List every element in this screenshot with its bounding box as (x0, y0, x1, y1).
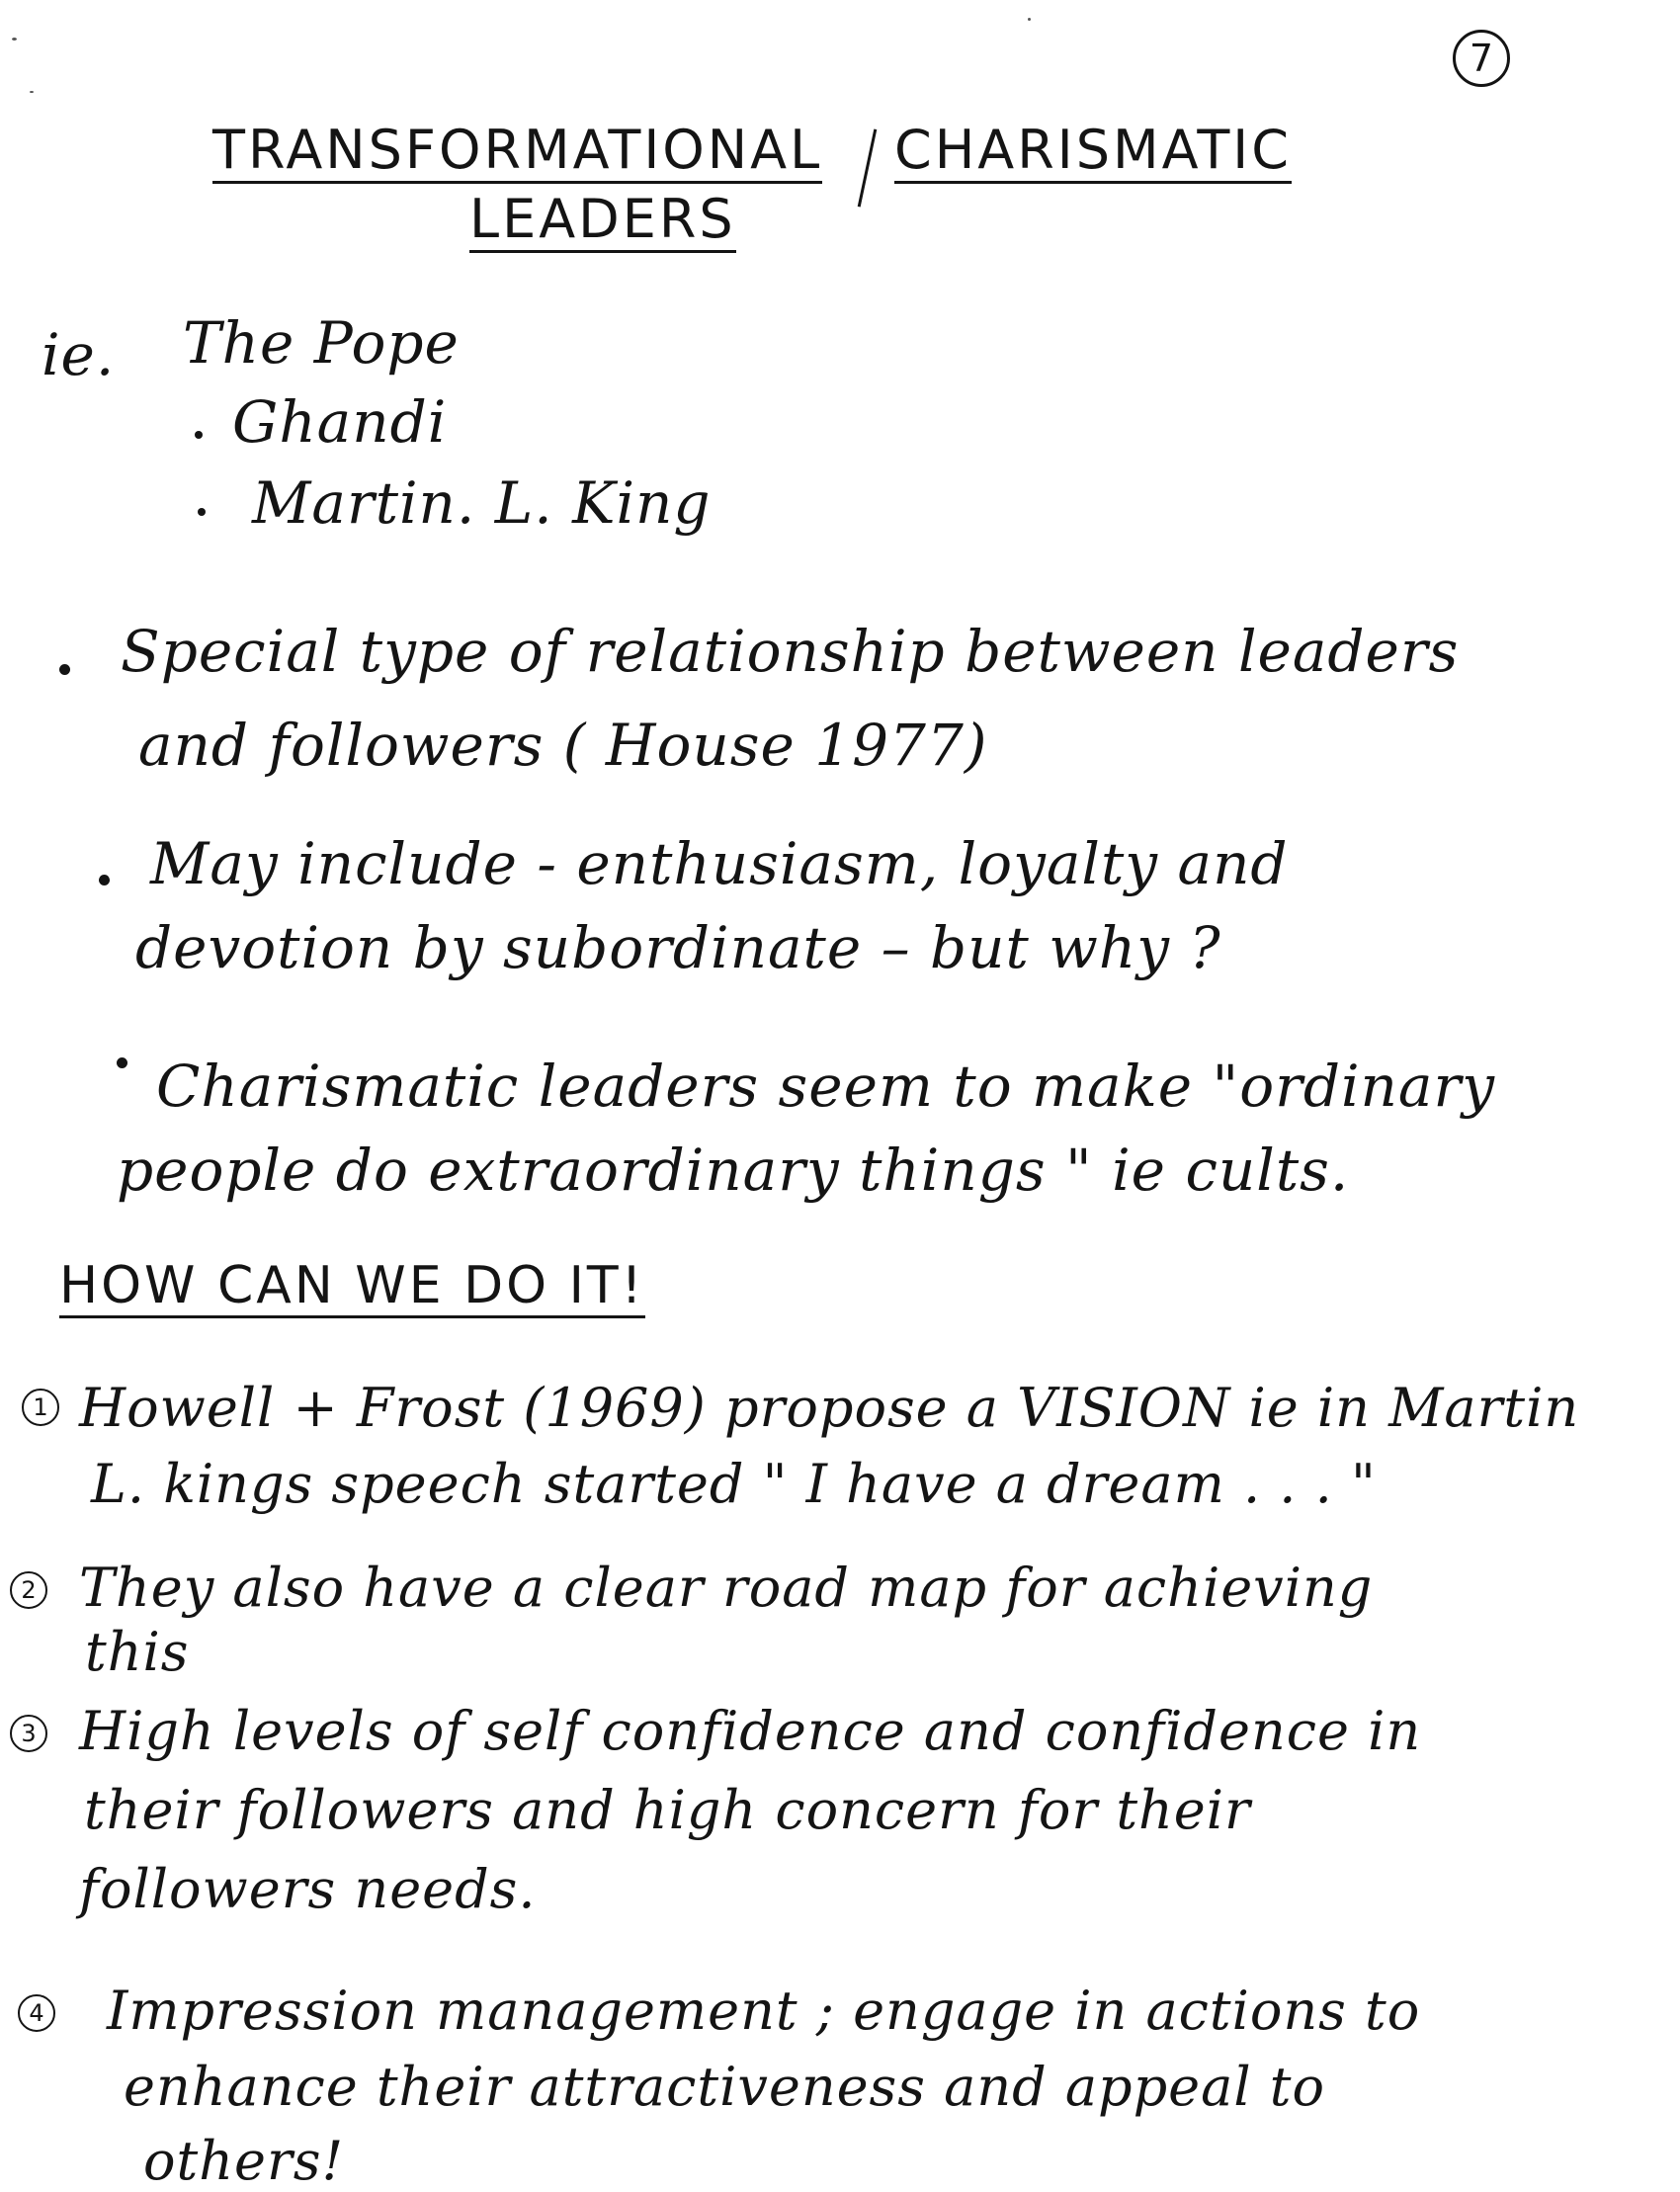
scan-speck (12, 38, 17, 41)
point-4-line-3: others! (143, 2130, 345, 2192)
point-1-line-2: L. kings speech started " I have a dream . . . " (91, 1453, 1377, 1515)
page-number: 7 (1453, 30, 1510, 87)
point-2-line-2: this (85, 1621, 190, 1683)
example-ghandi: Ghandi (232, 388, 448, 456)
title-leaders: LEADERS (469, 193, 736, 253)
point-3-line-1: High levels of self confidence and confidence in (79, 1700, 1422, 1762)
example-martin-luther-king: Martin. L. King (252, 469, 712, 537)
point-3-line-3: followers needs. (79, 1858, 537, 1920)
point-1-line-1: Howell + Frost (1969) propose a VISION ie in Martin (79, 1377, 1580, 1439)
bullet-1-line-2: and followers ( House 1977) (138, 712, 988, 779)
scan-speck (1028, 18, 1031, 21)
point-2-line-1: They also have a clear road map for achieving (79, 1557, 1374, 1619)
point-2-number: 2 (10, 1571, 47, 1609)
scan-speck (30, 91, 34, 93)
example-bullet (198, 508, 206, 516)
example-bullet (195, 431, 203, 439)
title-charismatic: CHARISMATIC (894, 124, 1292, 184)
example-the-pope: The Pope (183, 309, 460, 377)
bullet-marker (59, 664, 70, 675)
point-4-line-1: Impression management ; engage in actions to (107, 1980, 1421, 2042)
title-slash (858, 129, 878, 208)
bullet-marker (99, 875, 110, 885)
how-heading: HOW CAN WE DO IT! (59, 1260, 645, 1318)
bullet-3-line-1: Charismatic leaders seem to make "ordinary (156, 1053, 1495, 1120)
bullet-2-line-1: May include - enthusiasm, loyalty and (150, 830, 1289, 897)
point-3-number: 3 (10, 1715, 47, 1752)
examples-prefix: ie. (42, 321, 116, 388)
bullet-3-line-2: people do extraordinary things " ie cults. (117, 1137, 1350, 1204)
title-transformational: TRANSFORMATIONAL (212, 124, 822, 184)
bullet-2-line-2: devotion by subordinate – but why ? (135, 914, 1221, 981)
bullet-1-line-1: Special type of relationship between leaders (121, 618, 1460, 685)
point-3-line-2: their followers and high concern for their (84, 1779, 1251, 1841)
point-1-number: 1 (22, 1389, 59, 1426)
bullet-marker (117, 1057, 127, 1068)
point-4-line-2: enhance their attractiveness and appeal to (124, 2056, 1325, 2118)
point-4-number: 4 (18, 1994, 55, 2032)
